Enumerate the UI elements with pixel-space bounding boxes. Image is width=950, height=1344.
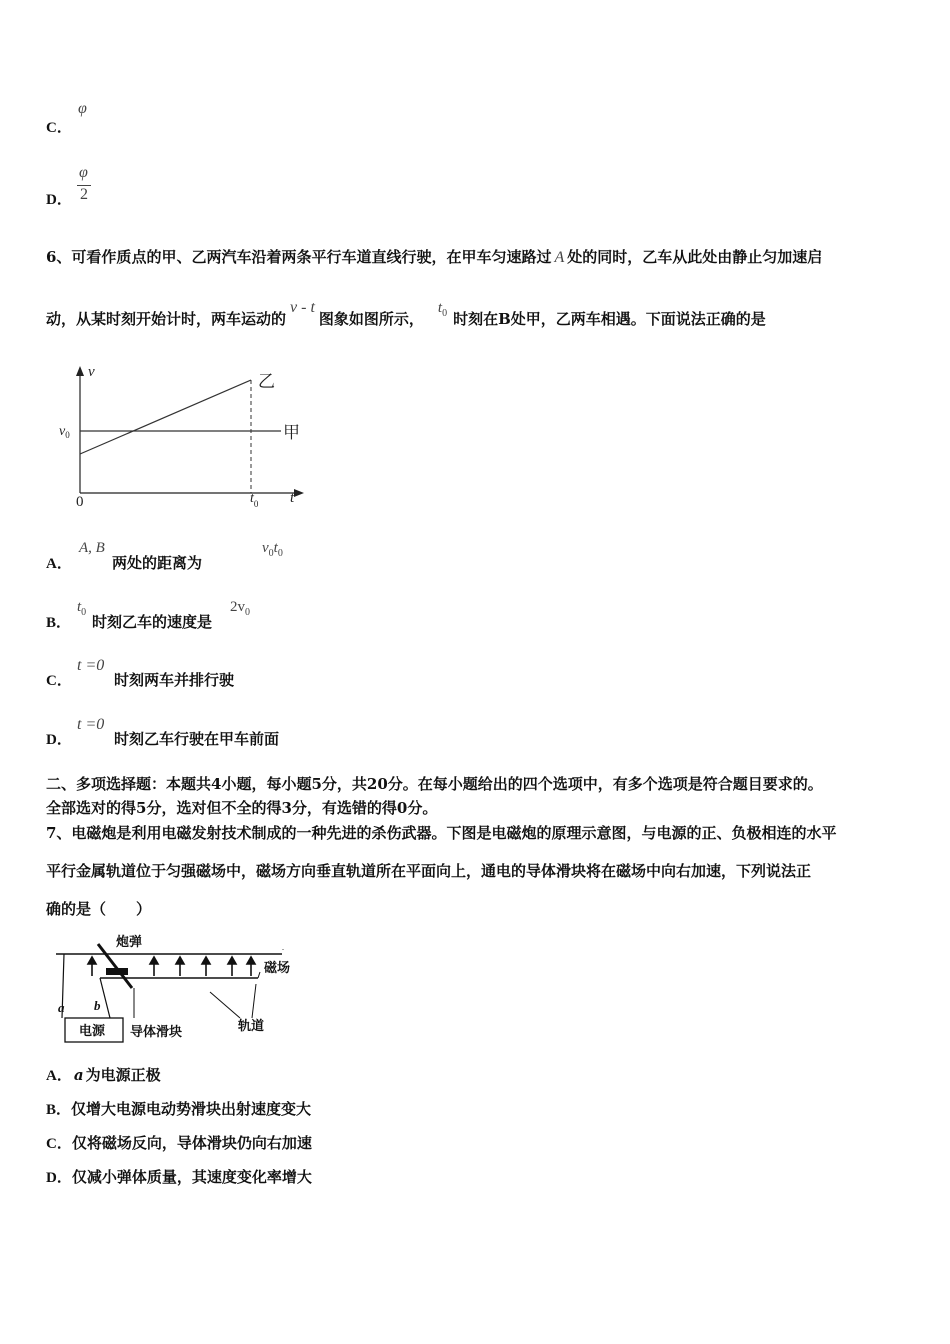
field-label: 磁场 bbox=[264, 960, 291, 975]
2v: 2v bbox=[230, 599, 245, 615]
slider-label: 导体滑块 bbox=[130, 1024, 183, 1039]
projectile-label: 炮弹 bbox=[116, 934, 143, 949]
v-sub: 0 bbox=[268, 548, 274, 559]
option-text: 时刻乙车行驶在甲车前面 bbox=[114, 730, 280, 748]
math-t-eq-0: t =0 bbox=[77, 716, 105, 733]
fraction-denominator: 2 bbox=[80, 186, 88, 203]
section2-line2: 全部选对的得5分，选对但不全的得3分，有选错的得0分。 bbox=[46, 799, 438, 817]
math-t0 bbox=[77, 599, 86, 618]
math-vt: v - t bbox=[290, 299, 315, 316]
yi-label: 乙 bbox=[258, 372, 275, 391]
q7-stem-line2: 平行金属轨道位于匀强磁场中，磁场方向垂直轨道所在平面向上，通电的导体滑块将在磁场中向右加速，下列说法正 bbox=[46, 862, 812, 880]
q6-option-b bbox=[46, 599, 346, 631]
math-t0 bbox=[424, 300, 453, 319]
q6-option-c bbox=[46, 657, 346, 689]
power-source-label: 电源 bbox=[79, 1023, 106, 1038]
option-label: A． bbox=[46, 556, 72, 572]
projectile bbox=[106, 968, 128, 975]
q6-stem-line1 bbox=[46, 246, 822, 267]
railgun-diagram bbox=[50, 932, 310, 1047]
q7-option-c bbox=[46, 1133, 312, 1154]
rail-pointer-2 bbox=[252, 984, 256, 1018]
math-a: a bbox=[73, 1066, 84, 1084]
conductor-slider bbox=[98, 944, 132, 988]
t-axis-arrow bbox=[294, 489, 304, 497]
text: 时刻在B处甲，乙两车相遇。下面说法正确的是 bbox=[453, 310, 766, 328]
option-math: φ bbox=[78, 100, 87, 117]
option-text: 仅增大电源电动势滑块出射速度变大 bbox=[71, 1100, 312, 1118]
fraction-numerator: φ bbox=[79, 164, 88, 181]
option-label: C． bbox=[46, 120, 72, 136]
option-label: C． bbox=[46, 1136, 72, 1152]
option-label: B． bbox=[46, 1102, 72, 1118]
option-text: 时刻两车并排行驶 bbox=[114, 671, 235, 689]
wire-b-label: b bbox=[94, 998, 101, 1013]
rail-end-dot: . bbox=[282, 943, 284, 952]
option-label: C． bbox=[46, 673, 72, 689]
jia-label: 甲 bbox=[283, 423, 300, 442]
v-axis-arrow bbox=[76, 366, 84, 376]
q7-stem-line1: 7、电磁炮是利用电磁发射技术制成的一种先进的杀伤武器。下图是电磁炮的原理示意图，与电源的正、负极相连的水平 bbox=[46, 824, 837, 842]
q6-option-a bbox=[46, 540, 346, 572]
rail-pointer-1 bbox=[210, 992, 240, 1018]
text: 6、可看作质点的甲、乙两汽车沿着两条平行车道直线行驶，在甲车匀速路过 bbox=[46, 248, 552, 266]
rail-label: 轨道 bbox=[238, 1018, 265, 1033]
math-2v0 bbox=[230, 599, 250, 618]
t-sub: 0 bbox=[277, 548, 283, 559]
option-label: B． bbox=[46, 615, 72, 631]
option-text: 仅减小弹体质量，其速度变化率增大 bbox=[71, 1168, 312, 1186]
t-sub: 0 bbox=[81, 607, 87, 618]
q6-option-d bbox=[46, 716, 366, 748]
section2-line1: 二、多项选择题：本题共4小题，每小题5分，共20分。在每小题给出的四个选项中，有多个选项是符合题目要求的。 bbox=[46, 775, 823, 793]
t-axis-label: t bbox=[290, 490, 295, 506]
option-text: 两处的距离为 bbox=[112, 554, 203, 572]
q7-stem-line3: 确的是（ ） bbox=[46, 900, 152, 918]
math-a: A bbox=[554, 249, 565, 266]
t-subscript: 0 bbox=[442, 308, 448, 319]
t0-label: $t_0$ bbox=[250, 491, 259, 509]
option-text: 时刻乙车的速度是 bbox=[92, 613, 213, 631]
math-ab: A, B bbox=[79, 540, 105, 556]
math-v0t0 bbox=[262, 540, 283, 559]
option-label: A． bbox=[46, 1068, 72, 1084]
option-label: D． bbox=[46, 732, 72, 748]
option-label: D． bbox=[46, 192, 72, 208]
yi-line bbox=[80, 380, 251, 454]
q7-option-a bbox=[46, 1065, 161, 1086]
option-label: D． bbox=[46, 1170, 72, 1186]
v-axis-label: v bbox=[88, 364, 95, 380]
t: t bbox=[273, 540, 278, 556]
v0-label: $v_0$ bbox=[59, 424, 70, 440]
v-sub: 0 bbox=[245, 607, 250, 618]
q7-option-b bbox=[46, 1099, 311, 1120]
t-symbol: t bbox=[437, 300, 443, 316]
wire-b bbox=[100, 978, 110, 1018]
wire-a-label: a bbox=[58, 1000, 65, 1015]
bottom-rail-end bbox=[258, 972, 260, 978]
q7-option-d bbox=[46, 1167, 312, 1188]
vt-graph bbox=[50, 360, 320, 520]
text: 图象如图所示， bbox=[318, 310, 424, 328]
v: v bbox=[262, 540, 269, 556]
text: 动，从某时刻开始计时，两车运动的 bbox=[46, 310, 287, 328]
option-text: 为电源正极 bbox=[85, 1066, 161, 1084]
math-t-eq-0: t =0 bbox=[77, 657, 105, 674]
q6-stem-line2 bbox=[46, 296, 766, 326]
text: 处的同时，乙车从此处由静止匀加速启 bbox=[567, 248, 823, 266]
t: t bbox=[77, 599, 82, 615]
origin-label: 0 bbox=[76, 494, 84, 510]
option-text: 仅将磁场反向，导体滑块仍向右加速 bbox=[71, 1134, 312, 1152]
